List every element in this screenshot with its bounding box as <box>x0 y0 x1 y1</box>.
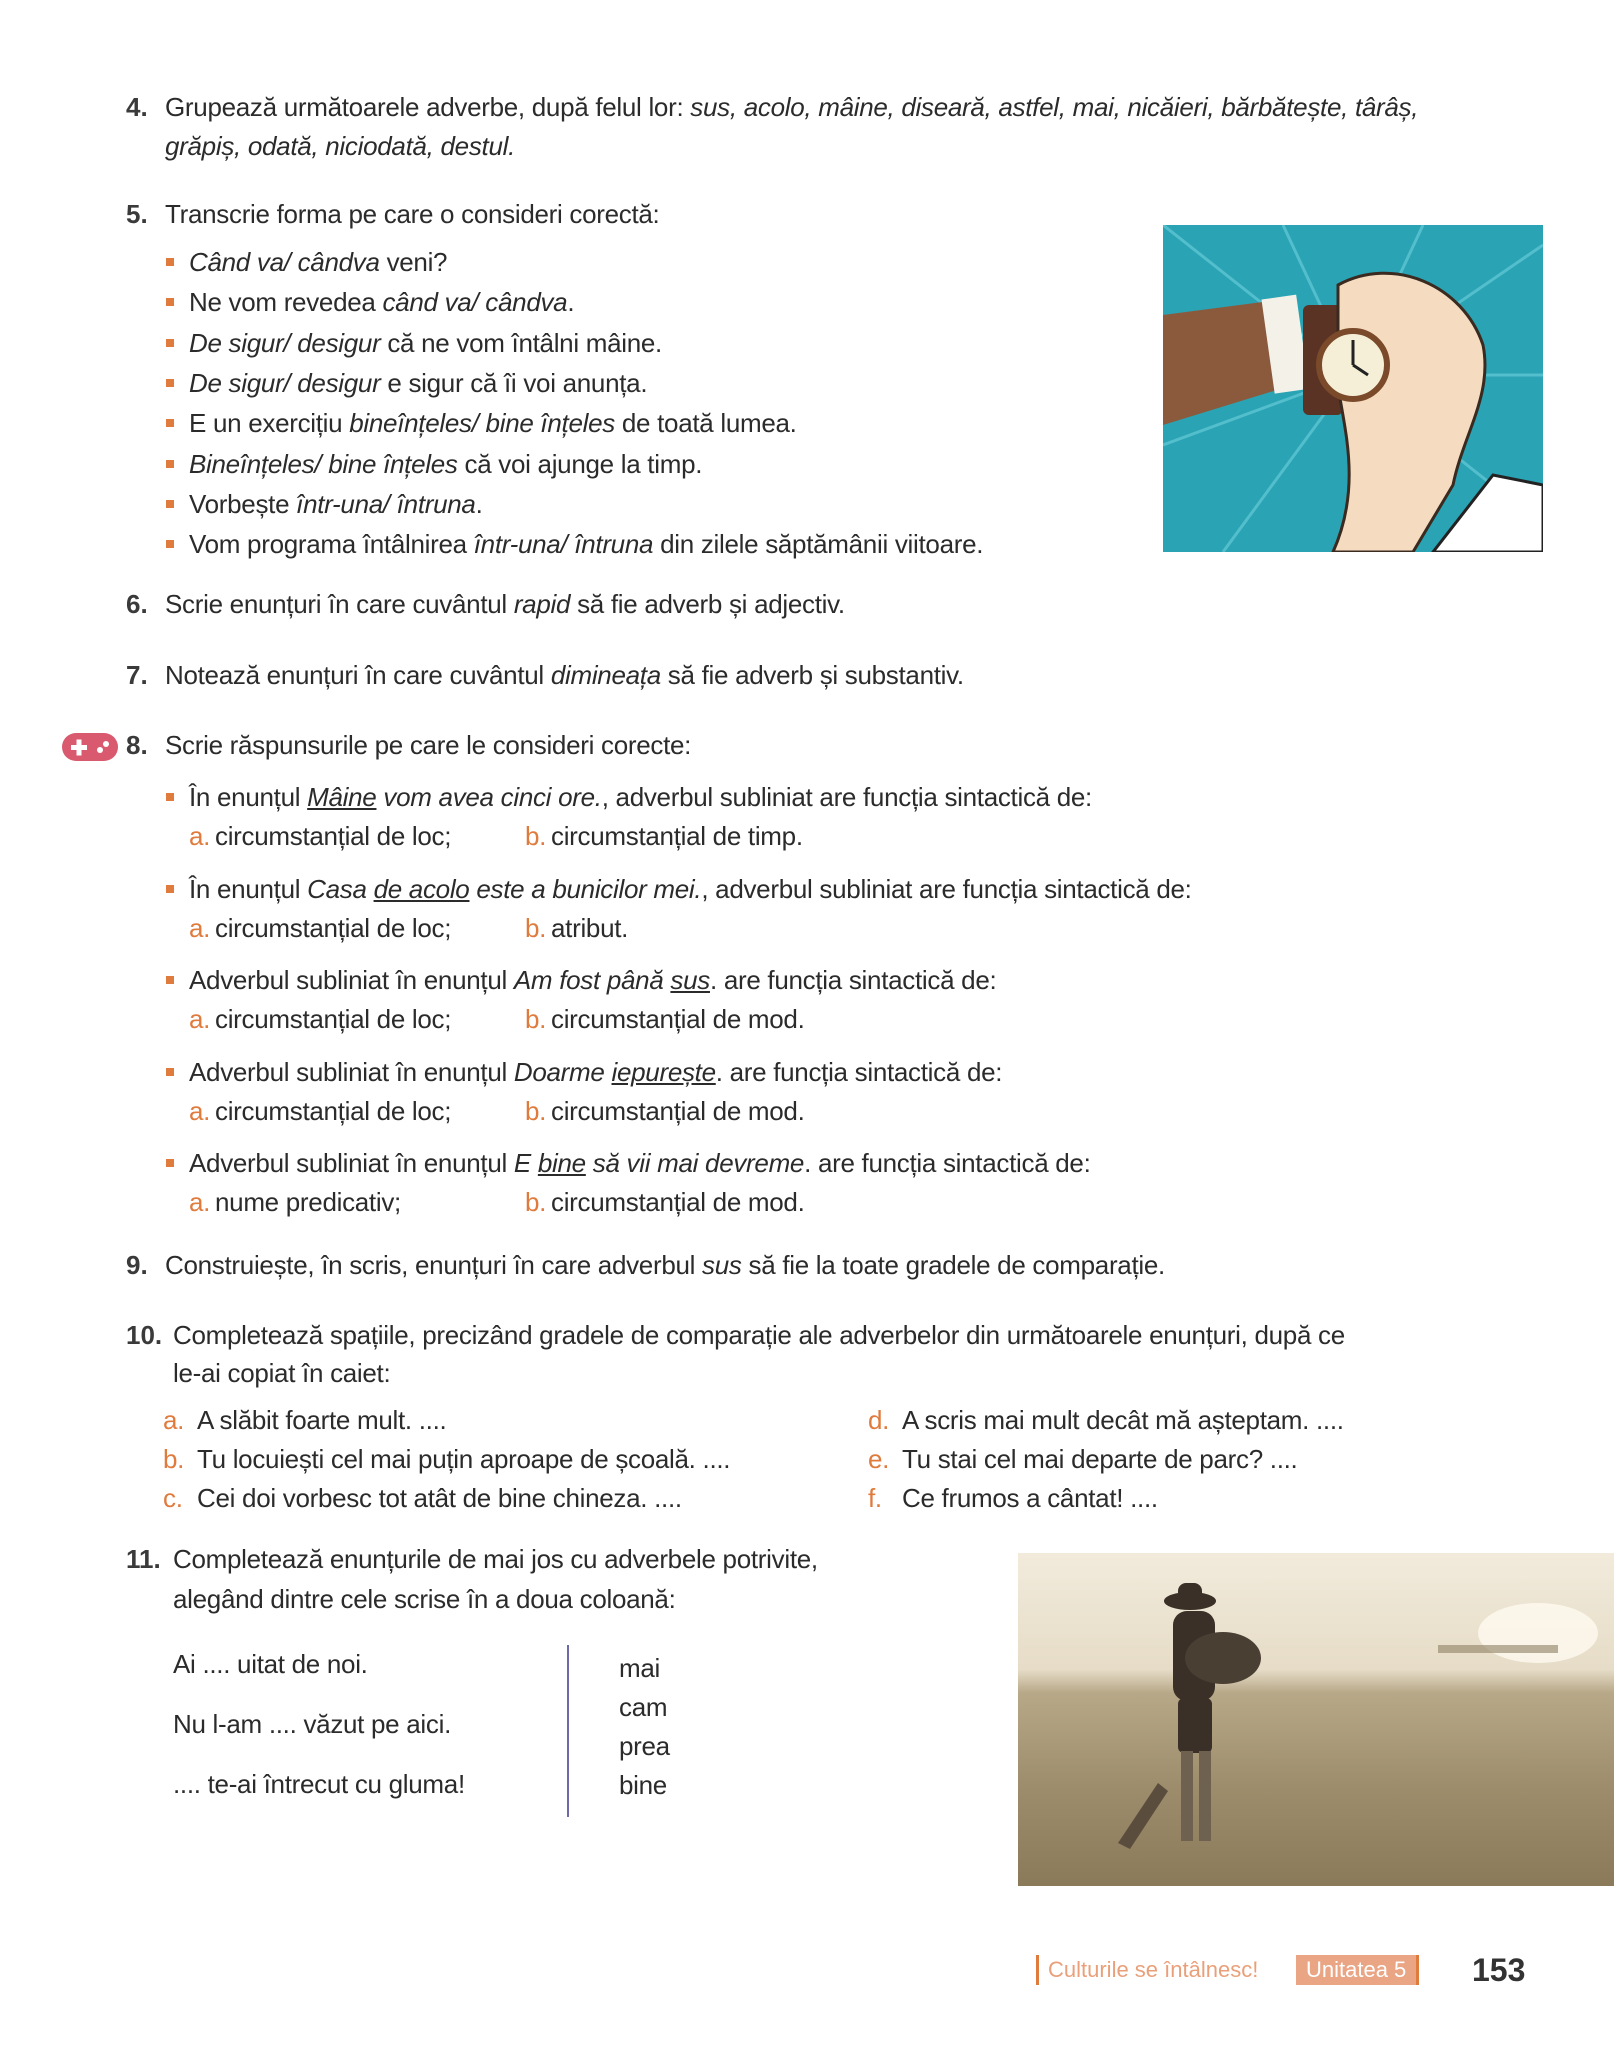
text-segment: Notează enunțuri în care cuvântul <box>165 660 551 690</box>
italic-text: Doarme <box>513 1056 612 1087</box>
option-text: nume predicativ; <box>215 1187 401 1217</box>
italic-text: Am fost până <box>513 965 671 995</box>
option-text: circumstanțial de loc; <box>215 1004 452 1034</box>
wristwatch-illustration <box>1163 225 1543 552</box>
exercise-text <box>165 584 845 624</box>
option-text: circumstanțial de mod. <box>551 1004 805 1034</box>
exercise-text <box>173 1579 676 1619</box>
ex8-question <box>189 869 1192 909</box>
fill-in-sentence: Ai .... uitat de noi. <box>173 1649 368 1679</box>
ex5-option <box>189 242 447 282</box>
italic-text: este a bunicilor mei. <box>469 873 702 904</box>
option-letter: a. <box>163 1405 185 1435</box>
game-controller-icon <box>62 733 118 768</box>
text-segment: E un exercițiu <box>189 408 350 439</box>
text-segment: Grupează următoarele adverbe, după felul lor: <box>165 92 691 122</box>
text-segment: . are funcția sintactică de: <box>715 1056 1003 1087</box>
text-segment: Transcrie forma pe care o consideri corectă: <box>165 199 660 229</box>
adverb-choice: bine <box>619 1770 667 1800</box>
text-segment: Adverbul subliniat în enunțul <box>189 1148 514 1178</box>
bullet-marker <box>166 500 174 508</box>
ex8-question <box>189 1143 1091 1183</box>
fill-in-sentence: .... te-ai întrecut cu gluma! <box>173 1769 465 1799</box>
italic-text: E <box>513 1148 538 1178</box>
option-letter: b. <box>525 912 547 943</box>
text-segment: veni? <box>379 247 448 277</box>
text-segment: Adverbul subliniat în enunțul <box>189 1056 514 1087</box>
option-letter: d. <box>868 1405 890 1435</box>
bullet-marker <box>166 379 174 387</box>
italic-text: când va/ cândva <box>382 287 568 318</box>
ex5-option <box>189 444 702 484</box>
text-segment: . <box>567 287 575 318</box>
exercise-text <box>173 1315 1345 1355</box>
fill-in-sentence: Nu l-am .... văzut pe aici. <box>173 1709 452 1739</box>
exercise-number: 4. <box>126 92 148 122</box>
option-text: Tu locuiești cel mai puțin aproape de școală. .... <box>197 1444 731 1474</box>
text-segment: e sigur că îi voi anunța. <box>380 367 648 398</box>
option-text: Tu stai cel mai departe de parc? .... <box>902 1444 1298 1474</box>
option-text: circumstanțial de mod. <box>551 1187 805 1217</box>
field-photo <box>1018 1553 1614 1886</box>
exercise-text <box>165 87 1418 127</box>
underlined-adverb: bine <box>537 1148 586 1178</box>
text-segment: Completează enunțurile de mai jos cu adverbele potrivite, <box>173 1544 818 1574</box>
option-text: circumstanțial de timp. <box>551 821 803 851</box>
text-segment: Construiește, în scris, enunțuri în care adverbul <box>165 1250 703 1280</box>
underlined-adverb: iepurește <box>611 1056 716 1087</box>
exercise-number: 9. <box>126 1250 148 1280</box>
option-letter: a. <box>189 912 211 943</box>
option-letter: b. <box>525 1004 547 1034</box>
text-segment: le-ai copiat în caiet: <box>173 1358 391 1388</box>
exercise-number: 11. <box>126 1544 161 1574</box>
bullet-marker <box>166 885 174 893</box>
underlined-adverb: Mâine <box>307 782 377 812</box>
bullet-marker <box>166 258 174 266</box>
text-segment: să fie adverb și adjectiv. <box>570 589 845 619</box>
footer-unit-badge: Unitatea 5 <box>1296 1955 1419 1985</box>
text-segment: din zilele săptămânii viitoare. <box>653 529 984 560</box>
page-number: 153 <box>1472 1952 1526 1988</box>
option-text: A scris mai mult decât mă așteptam. .... <box>902 1405 1344 1435</box>
exercise-number: 8. <box>126 730 148 760</box>
italic-text: grăpiș, odată, niciodată, destul. <box>165 131 515 161</box>
text-segment: . <box>475 488 483 519</box>
text-segment: alegând dintre cele scrise în a doua coloană: <box>173 1584 676 1614</box>
italic-text: într-una/ întruna <box>473 529 654 560</box>
ex5-option <box>189 323 662 363</box>
exercise-text <box>165 1245 1165 1285</box>
text-segment: . are funcția sintactică de: <box>709 965 997 995</box>
bullet-marker <box>166 339 174 347</box>
exercise-text <box>173 1539 818 1579</box>
italic-text: De sigur/ desigur <box>189 367 381 398</box>
ex8-question <box>189 777 1092 817</box>
italic-text: Când va/ cândva <box>189 247 380 277</box>
option-letter: a. <box>189 1095 211 1126</box>
exercise-text <box>173 1353 390 1393</box>
ex8-question <box>189 960 996 1000</box>
text-segment: de toată lumea. <box>614 408 797 439</box>
text-segment: În enunțul <box>189 782 308 812</box>
option-text: atribut. <box>551 912 629 943</box>
exercise-text <box>165 655 964 695</box>
italic-text: Bineînțeles/ bine înțeles <box>189 448 458 479</box>
text-segment: că voi ajunge la timp. <box>457 448 703 479</box>
exercise-number: 7. <box>126 660 148 690</box>
option-text: A slăbit foarte mult. .... <box>197 1405 447 1435</box>
text-segment: , adverbul subliniat are funcția sintactică de: <box>601 782 1092 812</box>
option-text: circumstanțial de loc; <box>215 912 452 943</box>
text-segment: să fie la toate gradele de comparație. <box>741 1250 1165 1280</box>
text-segment: Adverbul subliniat în enunțul <box>189 965 514 995</box>
italic-text: dimineața <box>550 660 661 690</box>
bullet-marker <box>166 1159 174 1167</box>
exercise-number: 6. <box>126 589 148 619</box>
ex5-option <box>189 524 983 564</box>
option-letter: f. <box>868 1483 882 1513</box>
text-segment: să fie adverb și substantiv. <box>660 660 964 690</box>
text-segment: că ne vom întâlni mâine. <box>380 327 662 358</box>
exercise-text <box>165 126 515 166</box>
italic-text: într-una/ întruna <box>296 488 476 519</box>
italic-text: rapid <box>513 589 571 619</box>
exercise-number: 5. <box>126 199 148 229</box>
bullet-marker <box>166 460 174 468</box>
text-segment: Completează spațiile, precizând gradele de comparație ale adverbelor din următoarele enunțuri, după ce <box>173 1320 1345 1350</box>
column-divider <box>567 1645 569 1817</box>
option-letter: b. <box>525 821 547 851</box>
footer-accent-bar <box>1036 1955 1039 1985</box>
ex5-option <box>189 282 574 322</box>
exercise-text <box>165 725 691 765</box>
option-text: circumstanțial de loc; <box>215 1095 452 1126</box>
footer-chapter-title: Culturile se întâlnesc! <box>1048 1957 1259 1982</box>
italic-text: sus, acolo, mâine, diseară, astfel, mai, nicăieri, bărbătește, târâș, <box>690 92 1419 122</box>
italic-text: să vii mai devreme <box>585 1148 805 1178</box>
italic-text: Casa <box>307 873 374 904</box>
text-segment: , adverbul subliniat are funcția sintactică de: <box>701 873 1192 904</box>
text-segment: . are funcția sintactică de: <box>804 1148 1091 1178</box>
bullet-marker <box>166 793 174 801</box>
option-letter: c. <box>163 1483 183 1513</box>
exercise-number: 10. <box>126 1320 163 1350</box>
option-letter: a. <box>189 1187 211 1217</box>
bullet-marker <box>166 1068 174 1076</box>
italic-text: bineînțeles/ bine înțeles <box>349 408 615 439</box>
text-segment: Scrie enunțuri în care cuvântul <box>165 589 514 619</box>
option-letter: a. <box>189 1004 211 1034</box>
italic-text: De sigur/ desigur <box>189 327 381 358</box>
adverb-choice: prea <box>619 1731 670 1761</box>
adverb-choice: cam <box>619 1692 668 1722</box>
text-segment: Vorbește <box>189 488 297 519</box>
option-letter: b. <box>525 1095 547 1126</box>
adverb-choice: mai <box>619 1653 660 1683</box>
option-text: Ce frumos a cântat! .... <box>902 1483 1158 1513</box>
exercise-text <box>165 194 660 234</box>
bullet-marker <box>166 419 174 427</box>
option-text: circumstanțial de loc; <box>215 821 452 851</box>
bullet-marker <box>166 540 174 548</box>
text-segment: Vom programa întâlnirea <box>189 529 474 560</box>
bullet-marker <box>166 976 174 984</box>
text-segment: Ne vom revedea <box>189 287 383 318</box>
text-segment: În enunțul <box>189 873 308 904</box>
option-text: Cei doi vorbesc tot atât de bine chineza. .... <box>197 1483 682 1513</box>
option-letter: e. <box>868 1444 890 1474</box>
option-text: circumstanțial de mod. <box>551 1095 805 1126</box>
ex5-option <box>189 363 647 403</box>
underlined-adverb: de acolo <box>373 873 470 904</box>
ex8-question <box>189 1052 1002 1092</box>
ex5-option <box>189 484 483 524</box>
italic-text: vom avea cinci ore. <box>376 782 602 812</box>
option-letter: b. <box>163 1444 185 1474</box>
bullet-marker <box>166 298 174 306</box>
text-segment: Scrie răspunsurile pe care le consideri corecte: <box>165 730 692 760</box>
italic-text: sus <box>702 1250 742 1280</box>
option-letter: a. <box>189 821 211 851</box>
option-letter: b. <box>525 1187 547 1217</box>
ex5-option <box>189 403 797 443</box>
underlined-adverb: sus <box>670 965 710 995</box>
